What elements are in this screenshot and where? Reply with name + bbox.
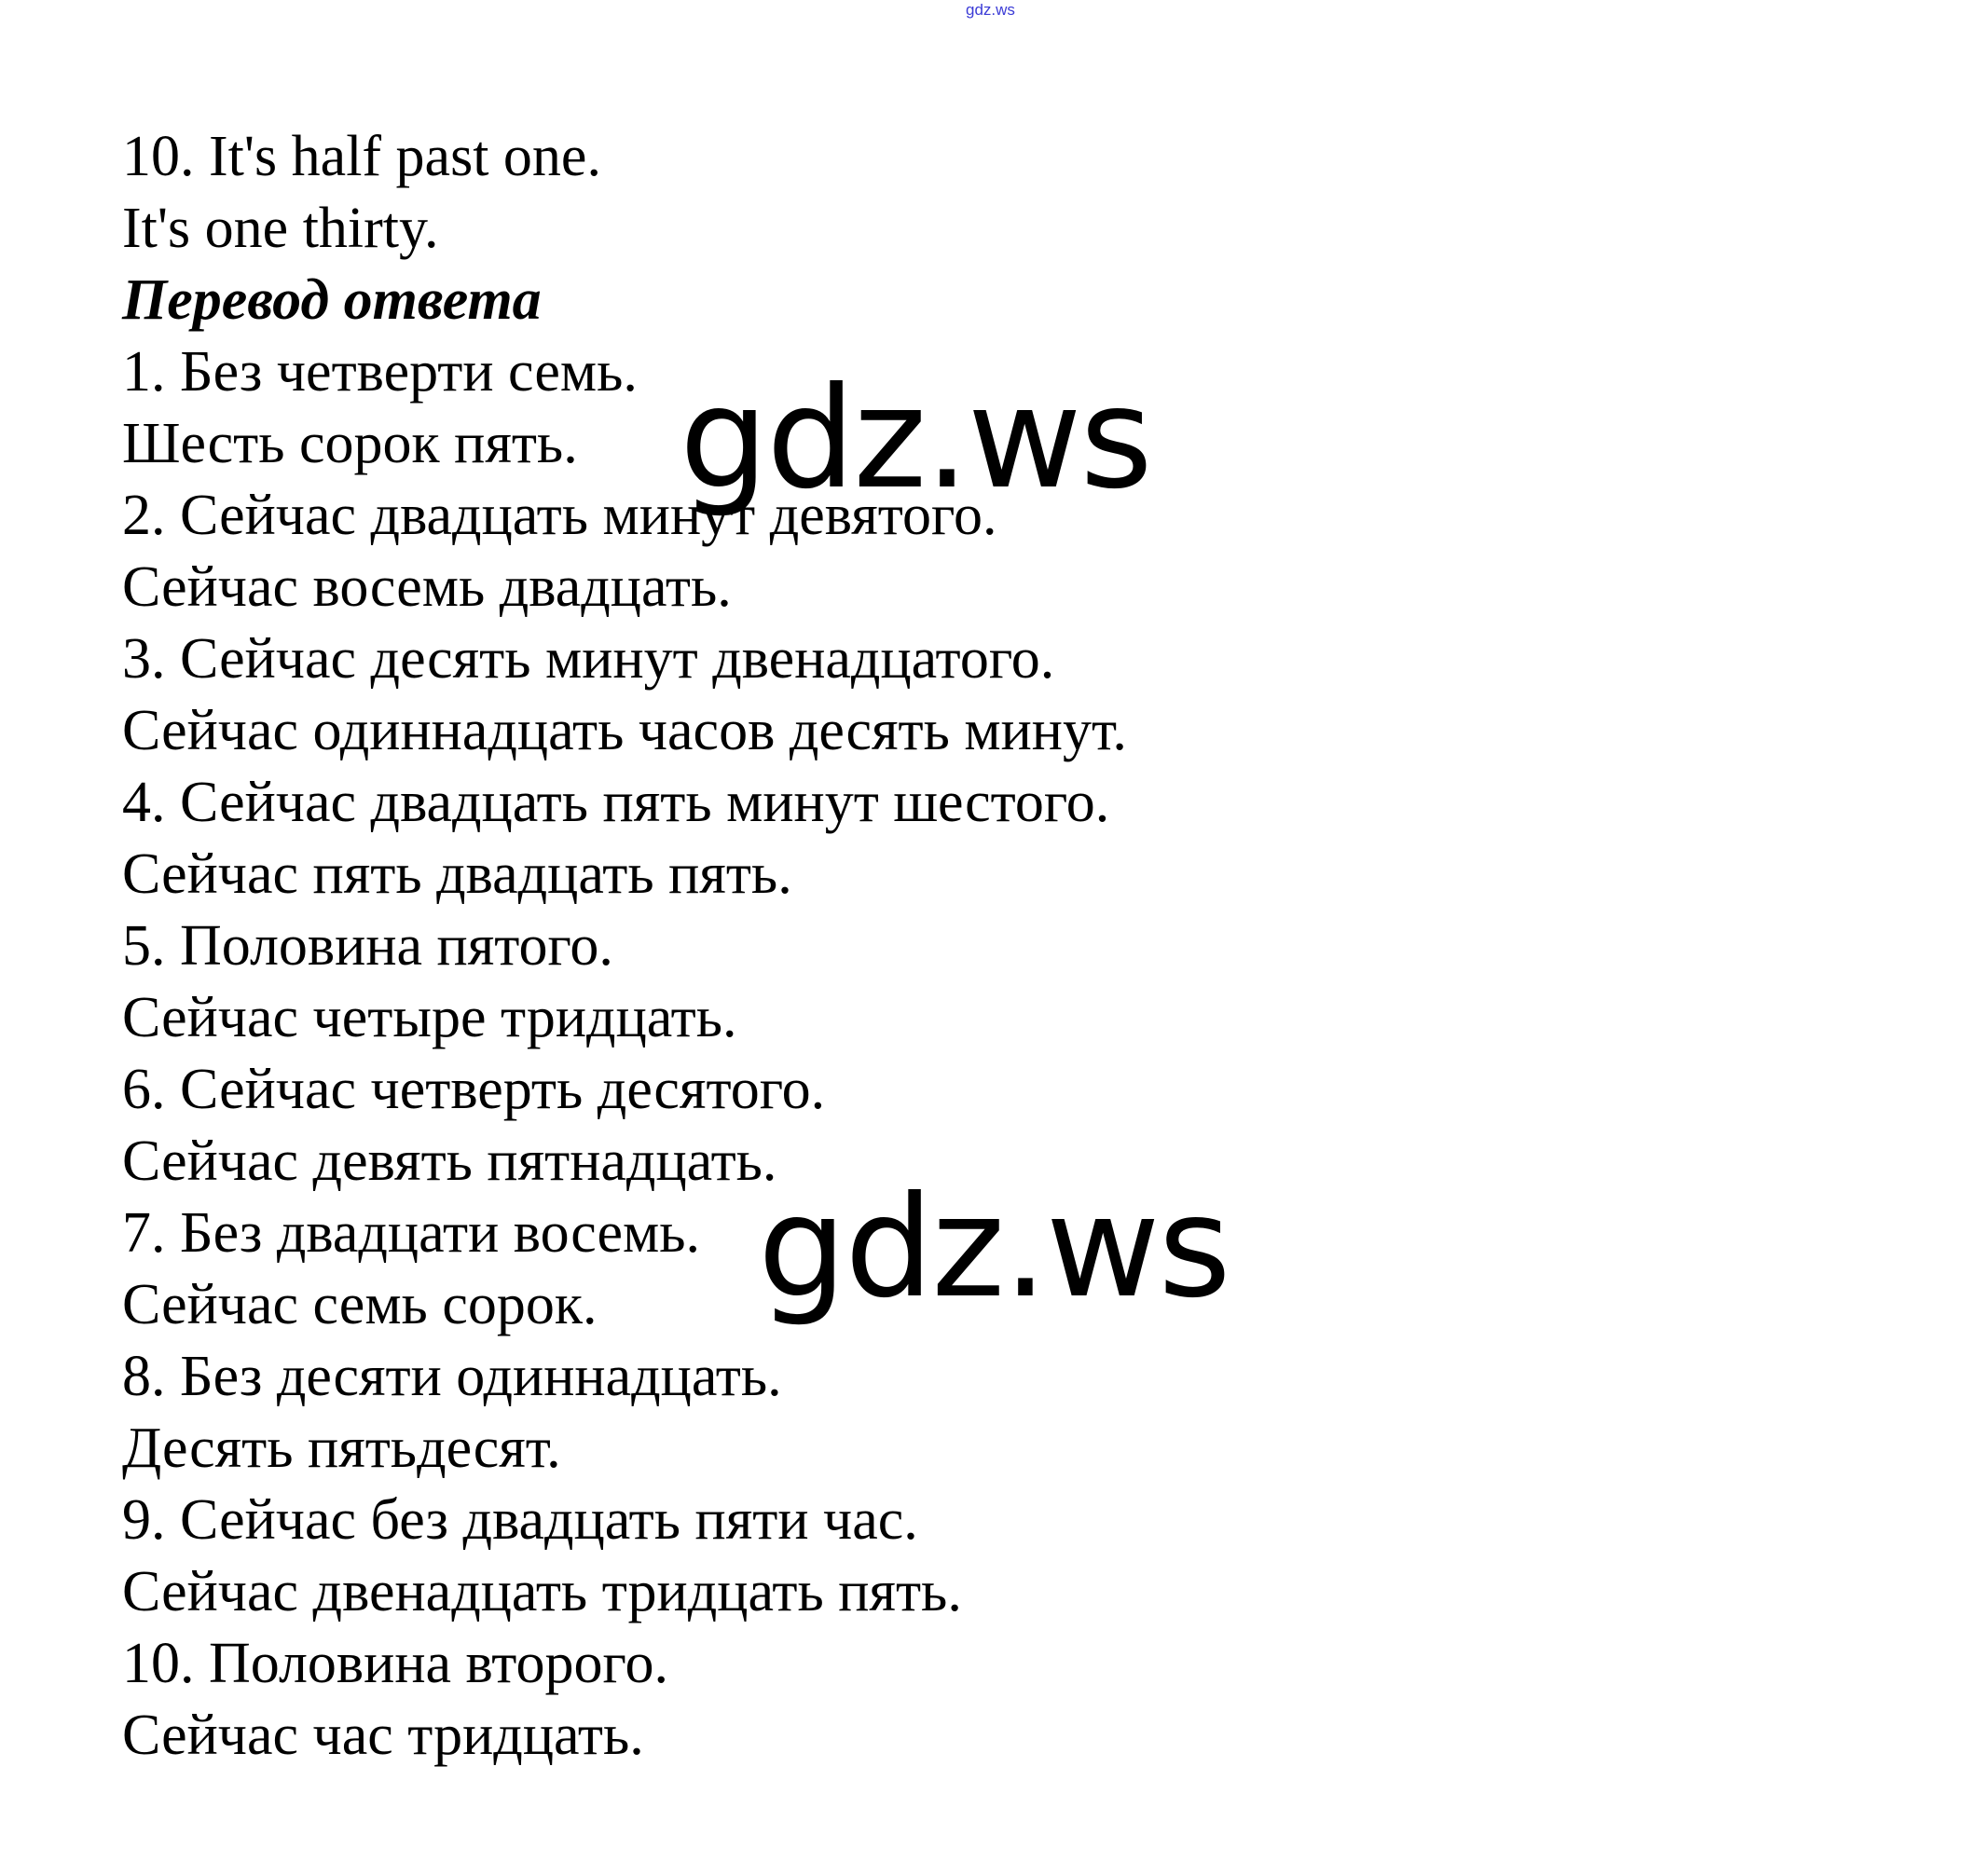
watermark: gdz.ws [680,358,1151,520]
translation-line: Шесть сорок пять. [122,412,578,475]
translation-line: Сейчас одиннадцать часов десять минут. [122,699,1127,762]
translation-line: 4. Сейчас двадцать пять минут шестого. [122,771,1110,834]
translation-line: 3. Сейчас десять минут двенадцатого. [122,627,1055,691]
translation-heading: Перевод ответа [122,268,542,332]
translation-line: Сейчас четыре тридцать. [122,986,737,1049]
translation-line: Сейчас двенадцать тридцать пять. [122,1560,962,1623]
translation-line: Сейчас час тридцать. [122,1704,644,1767]
site-link[interactable]: gdz.ws [966,1,1015,19]
translation-line: Сейчас восемь двадцать. [122,555,732,619]
translation-line: Сейчас пять двадцать пять. [122,842,792,906]
translation-line: 2. Сейчас двадцать минут девятого. [122,484,997,547]
translation-line: Десять пятьдесят. [122,1417,561,1480]
translation-line: 10. Половина второго. [122,1632,668,1695]
translation-line: Сейчас девять пятнадцать. [122,1130,777,1193]
translation-line: 7. Без двадцати восемь. [122,1201,700,1265]
translation-line: 8. Без десяти одиннадцать. [122,1345,782,1408]
answer-line: 10. It's half past one. [122,125,601,188]
translation-line: Сейчас семь сорок. [122,1273,598,1336]
translation-line: 9. Сейчас без двадцать пяти час. [122,1488,918,1552]
answer-line: It's one thirty. [122,197,439,260]
translation-line: 6. Сейчас четверть десятого. [122,1058,826,1121]
translation-line: 5. Половина пятого. [122,914,613,978]
watermark: gdz.ws [758,1167,1230,1329]
translation-line: 1. Без четверти семь. [122,340,638,404]
